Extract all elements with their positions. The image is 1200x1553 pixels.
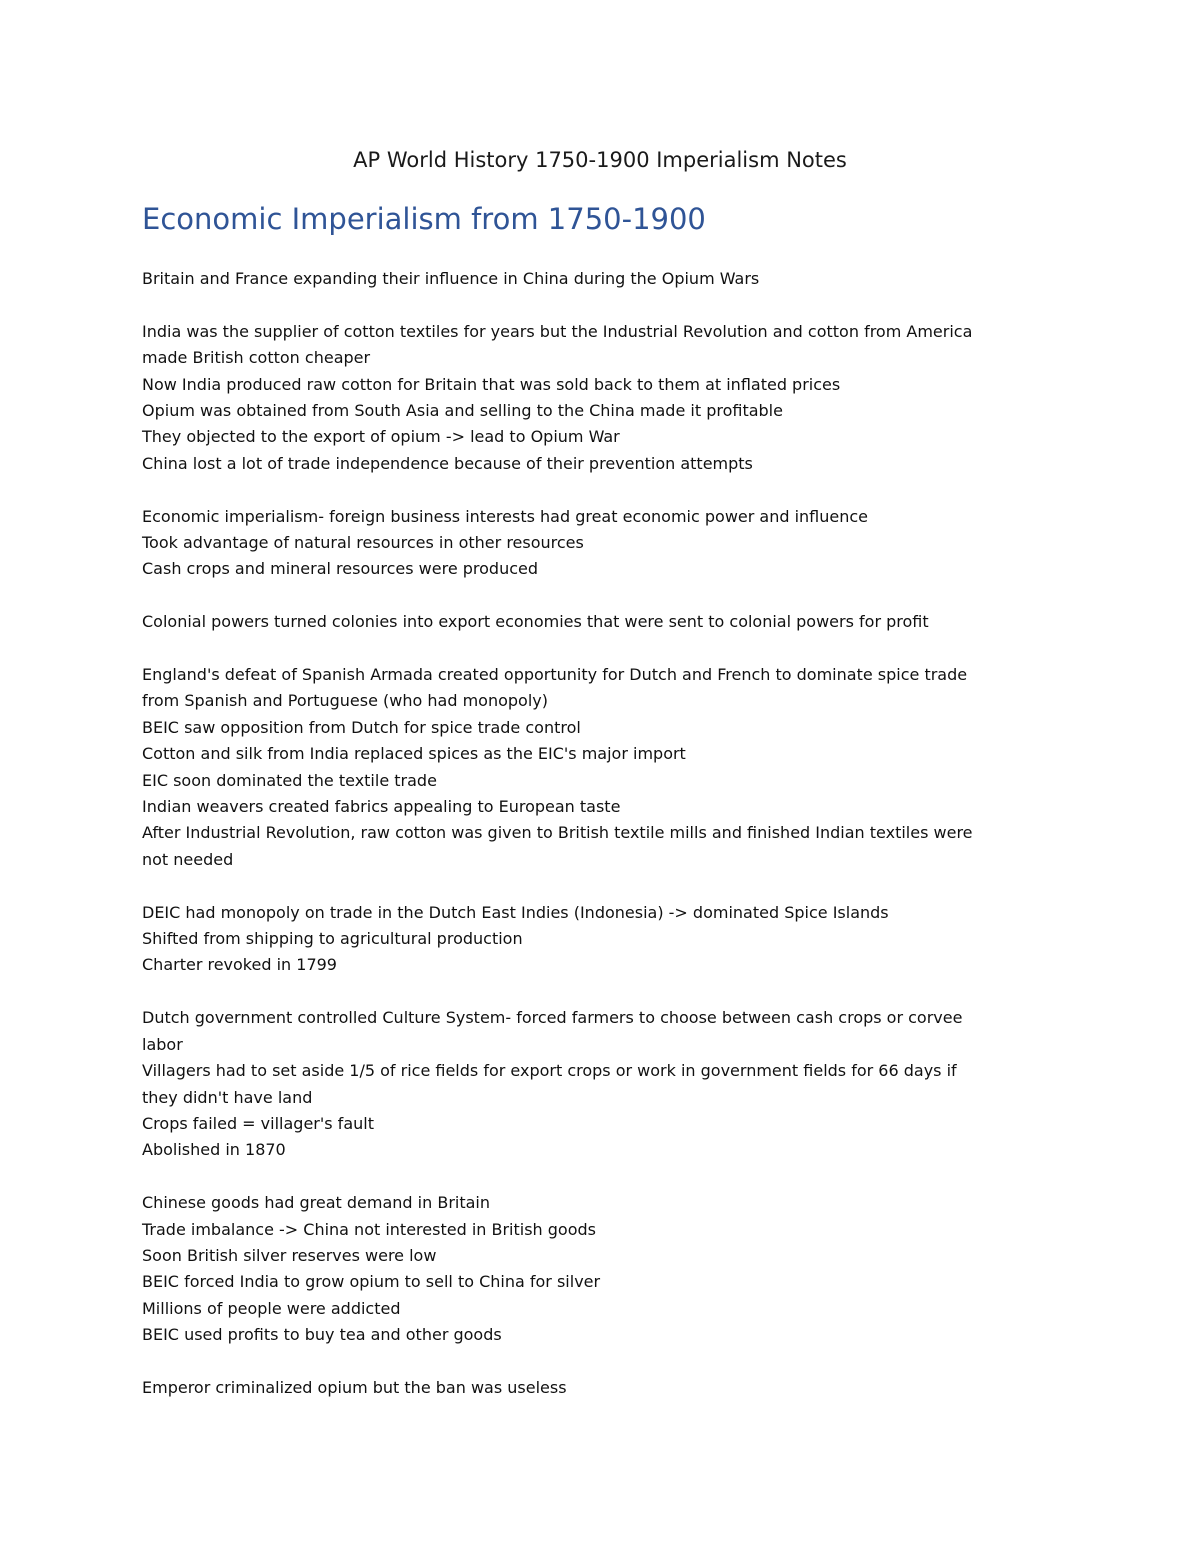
text-line: Cotton and silk from India replaced spices as the EIC's major import: [142, 744, 686, 764]
text-line: from Spanish and Portuguese (who had monopoly): [142, 691, 548, 711]
text-line: made British cotton cheaper: [142, 348, 371, 368]
text-line: Now India produced raw cotton for Britain that was sold back to them at inflated prices: [142, 374, 841, 394]
text-line: Soon British silver reserves were low: [142, 1245, 437, 1265]
text-line: BEIC saw opposition from Dutch for spice trade control: [142, 717, 581, 737]
text-line: Economic imperialism- foreign business interests had great economic power and influence: [142, 506, 869, 526]
text-line: Emperor criminalized opium but the ban was useless: [142, 1377, 567, 1397]
paragraph: [142, 609, 1062, 635]
text-line: India was the supplier of cotton textiles for years but the Industrial Revolution and cotton from America: [142, 321, 973, 341]
text-line: Trade imbalance -> China not interested in British goods: [142, 1219, 596, 1239]
text-line: Indian weavers created fabrics appealing to European taste: [142, 797, 621, 817]
paragraph: [142, 1190, 1062, 1348]
text-line: Abolished in 1870: [142, 1140, 286, 1160]
text-line: China lost a lot of trade independence because of their prevention attempts: [142, 453, 753, 473]
text-line: Chinese goods had great demand in Britain: [142, 1193, 491, 1213]
text-line: They objected to the export of opium -> lead to Opium War: [142, 427, 620, 447]
text-line: DEIC had monopoly on trade in the Dutch East Indies (Indonesia) -> dominated Spice Islands: [142, 902, 889, 922]
text-line: Dutch government controlled Culture System- forced farmers to choose between cash crops or corvee: [142, 1008, 963, 1028]
text-line: BEIC used profits to buy tea and other goods: [142, 1325, 502, 1345]
text-line: Britain and France expanding their influence in China during the Opium Wars: [142, 269, 760, 288]
document-title: AP World History 1750-1900 Imperialism Notes: [353, 148, 847, 172]
paragraph: [142, 319, 1062, 477]
text-line: Cash crops and mineral resources were produced: [142, 559, 539, 579]
text-line: Shifted from shipping to agricultural production: [142, 929, 523, 949]
text-line: Opium was obtained from South Asia and selling to the China made it profitable: [142, 401, 783, 421]
paragraph: [142, 504, 1062, 583]
text-line: Took advantage of natural resources in other resources: [142, 533, 584, 553]
text-line: Charter revoked in 1799: [142, 955, 337, 975]
text-line: England's defeat of Spanish Armada created opportunity for Dutch and French to dominate spice trade: [142, 665, 968, 685]
document-body: [142, 266, 1062, 1401]
text-line: labor: [142, 1034, 183, 1054]
section-heading: Economic Imperialism from 1750-1900: [142, 202, 706, 236]
text-line: Colonial powers turned colonies into export economies that were sent to colonial powers for profit: [142, 612, 929, 632]
text-line: Villagers had to set aside 1/5 of rice fields for export crops or work in government fields for 66 days if: [142, 1061, 957, 1081]
text-line: After Industrial Revolution, raw cotton was given to British textile mills and finished Indian textiles were: [142, 823, 973, 843]
paragraph: [142, 1005, 1062, 1163]
text-line: Millions of people were addicted: [142, 1298, 401, 1318]
text-line: BEIC forced India to grow opium to sell to China for silver: [142, 1272, 601, 1292]
paragraph: [142, 662, 1062, 873]
text-line: not needed: [142, 849, 234, 869]
text-line: they didn't have land: [142, 1087, 313, 1107]
text-line: Crops failed = villager's fault: [142, 1113, 374, 1133]
paragraph: [142, 900, 1062, 979]
text-line: EIC soon dominated the textile trade: [142, 770, 437, 790]
paragraph: [142, 266, 1062, 292]
paragraph: [142, 1375, 1062, 1401]
